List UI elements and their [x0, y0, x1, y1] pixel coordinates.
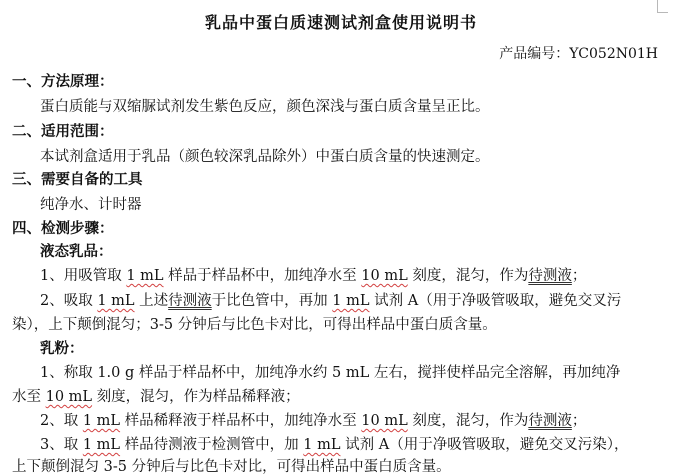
- volume-10ml: 10 mL: [361, 268, 408, 284]
- powder-step-2: [40, 409, 586, 430]
- step-text: ；: [571, 268, 587, 284]
- step-text: 样品稀释液于样品杯中，加纯净水至: [124, 413, 357, 429]
- liquid-step-1: [40, 264, 586, 285]
- test-solution-term: 待测液: [168, 293, 212, 309]
- volume-1ml: 1 mL: [82, 413, 121, 429]
- volume-10ml: 10 mL: [361, 413, 408, 429]
- step-text: 2、吸取: [40, 293, 93, 309]
- step-text: 刻度，混匀，作为: [412, 413, 529, 429]
- powder-step-3-cont: 上下颠倒混匀 3-5 分钟后与比色卡对比，可得出样品中蛋白质含量。: [12, 459, 451, 475]
- step-text: 1、用吸管取: [40, 268, 122, 284]
- test-solution-term: 待测液: [528, 413, 572, 429]
- liquid-step-2-cont: 染），上下颠倒混匀；3-5 分钟后与比色卡对比，可得出样品中蛋白质含量。: [12, 317, 497, 333]
- volume-1ml: 1 mL: [126, 268, 164, 284]
- step-text: 刻度，混匀，作为样品稀释液；: [96, 389, 300, 405]
- section-heading-steps: 四、检测步骤：: [12, 220, 114, 237]
- step-text: 水至: [12, 389, 41, 405]
- step-text: 试剂 A（用于净吸管吸取，避免交叉污染），: [345, 437, 629, 453]
- document-title: 乳品中蛋白质速测试剂盒使用说明书: [204, 13, 477, 32]
- section-heading-principle: 一、方法原理：: [12, 73, 114, 90]
- powder-step-3: [40, 433, 628, 454]
- test-solution-term: 待测液: [528, 268, 572, 284]
- volume-1ml: 1 mL: [303, 437, 341, 453]
- step-text: ；: [571, 413, 587, 429]
- volume-10ml: 10 mL: [45, 389, 93, 405]
- principle-text: 蛋白质能与双缩脲试剂发生紫色反应，颜色深浅与蛋白质含量呈正比。: [40, 99, 490, 115]
- volume-1ml: 1 mL: [82, 437, 121, 453]
- scope-text: 本试剂盒适用于乳品（颜色较深乳品除外）中蛋白质含量的快速测定。: [40, 149, 490, 165]
- milk-powder-heading: 乳粉：: [40, 340, 84, 357]
- volume-1ml: 1 mL: [97, 293, 135, 309]
- product-code: 产品编号：YC052N01H: [499, 46, 658, 62]
- step-text: 样品于样品杯中，加纯净水至: [168, 268, 357, 284]
- liquid-step-2: [40, 289, 621, 310]
- step-text: 样品待测液于检测管中，加: [124, 437, 299, 453]
- powder-step-1-cont: [12, 385, 300, 406]
- step-text: 3、取: [40, 437, 79, 453]
- section-heading-scope: 二、适用范围：: [12, 123, 114, 140]
- step-text: 刻度，混匀，作为: [412, 268, 529, 284]
- step-text: 2、取: [40, 413, 79, 429]
- step-text: 试剂 A（用于净吸管吸取，避免交叉污: [374, 293, 622, 309]
- volume-1ml: 1 mL: [332, 293, 370, 309]
- step-text: 上述: [139, 293, 169, 309]
- section-heading-tools: 三、需要自备的工具: [12, 171, 143, 188]
- step-text: 于比色管中，再加: [211, 293, 328, 309]
- powder-step-1: 1、称取 1.0 g 样品于样品杯中，加纯净水约 5 mL 左右，搅拌使样品完全溶解，再加纯净: [40, 365, 621, 381]
- tools-text: 纯净水、计时器: [40, 197, 142, 213]
- liquid-dairy-heading: 液态乳品：: [40, 243, 113, 260]
